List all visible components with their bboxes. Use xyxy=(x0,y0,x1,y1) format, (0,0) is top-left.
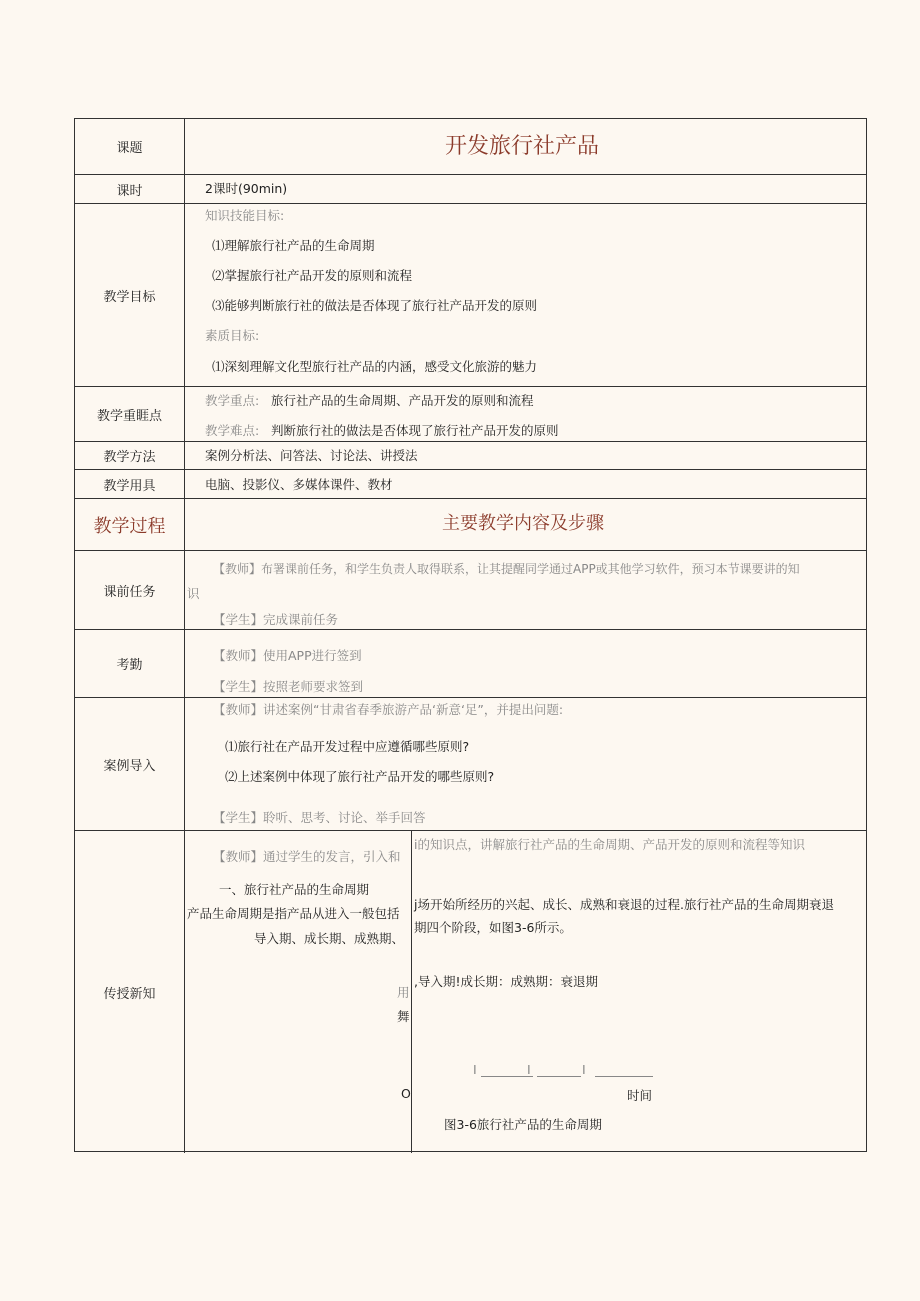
tools-value: 电脑、投影仪、多媒体课件、教材 xyxy=(205,477,393,492)
methods-value: 案例分析法、问答法、讨论法、讲授法 xyxy=(205,448,418,463)
row-pre-task xyxy=(75,550,866,629)
left-glyph-yong: 用 xyxy=(397,985,410,1000)
left-line-1: 产品生命周期是指产品从进入一般包括 xyxy=(187,906,400,921)
case-intro-label: 案例导入 xyxy=(75,698,185,830)
axis-segment-3 xyxy=(595,1076,653,1077)
pre-task-teacher-line1: 【教师】布署课前任务，和学生负责人取得联系，让其提醒同学通过APP或其他学习软件，预习本节课要讲的知 xyxy=(213,562,800,576)
pre-task-student: 【学生】完成课前任务 xyxy=(213,612,339,627)
lifecycle-phases: ,导入期!成长期：成熟期：衰退期 xyxy=(414,974,598,989)
process-header-label: 教学过程 xyxy=(75,499,185,550)
hours-label: 课时 xyxy=(75,175,185,203)
key-point-prefix: 教学重点: xyxy=(205,393,260,408)
left-section-heading: 一、旅行社产品的生命周期 xyxy=(219,882,370,897)
row-key-points xyxy=(75,386,866,441)
row-topic xyxy=(75,119,866,174)
hours-value: 2课时(90min) xyxy=(205,181,288,196)
attendance-label: 考勤 xyxy=(75,630,185,697)
lesson-plan-table xyxy=(74,118,867,1152)
axis-tick-3: I xyxy=(582,1062,586,1077)
left-glyph-o: O xyxy=(401,1086,411,1101)
topic-title: 开发旅行社产品 xyxy=(445,134,600,159)
left-line-2: 导入期、成长期、成熟期、 xyxy=(254,931,405,946)
key-point-text: 旅行社产品的生命周期、产品开发的原则和流程 xyxy=(271,393,534,408)
knowledge-goal-2: ⑵掌握旅行社产品开发的原则和流程 xyxy=(212,268,413,283)
axis-segment-2 xyxy=(537,1076,581,1077)
figure-caption: 图3-6旅行社产品的生命周期 xyxy=(444,1117,602,1132)
case-intro-question-2: ⑵上述案例中体现了旅行社产品开发的哪些原则? xyxy=(225,769,495,784)
row-attendance xyxy=(75,629,866,697)
pre-task-label: 课前任务 xyxy=(75,551,185,629)
case-intro-question-1: ⑴旅行社在产品开发过程中应遵循哪些原则? xyxy=(225,739,470,754)
attendance-teacher: 【教师】使用APP进行签到 xyxy=(213,648,362,663)
methods-label: 教学方法 xyxy=(75,442,185,469)
tools-label: 教学用具 xyxy=(75,470,185,498)
left-teacher-fragment: 【教师】通过学生的发言，引入和 xyxy=(213,849,401,864)
right-line-2: 期四个阶段，如图3-6所示。 xyxy=(414,920,572,935)
row-process-header xyxy=(75,498,866,550)
attendance-student: 【学生】按照老师要求签到 xyxy=(213,679,364,694)
right-line-1: j场开始所经历的兴起、成长、成熟和衰退的过程.旅行社产品的生命周期衰退 xyxy=(414,897,834,912)
key-points-label: 教学重睚点 xyxy=(75,387,185,441)
row-goals xyxy=(75,203,866,386)
axis-tick-1: I xyxy=(473,1062,477,1077)
left-glyph-wu: 舞 xyxy=(397,1009,410,1024)
goals-label: 教学目标 xyxy=(75,204,185,386)
time-axis-label: 时间 xyxy=(627,1088,653,1103)
axis-segment-1 xyxy=(481,1076,533,1077)
new-knowledge-label: 传授新知 xyxy=(75,831,185,1153)
case-intro-teacher: 【教师】讲述案例“甘肃省春季旅游产品‘新意‘足”，并提出问题: xyxy=(213,702,564,717)
difficulty-prefix: 教学难点: xyxy=(205,423,260,438)
row-case-intro xyxy=(75,697,866,830)
knowledge-goal-3: ⑶能够判断旅行社的做法是否体现了旅行社产品开发的原则 xyxy=(212,298,538,313)
column-divider xyxy=(411,831,412,1153)
row-tools xyxy=(75,469,866,498)
row-new-knowledge xyxy=(75,830,866,1153)
quality-goal-1: ⑴深刻理解文化型旅行社产品的内涵，感受文化旅游的魅力 xyxy=(212,359,538,374)
pre-task-teacher-line2: 识 xyxy=(187,586,200,601)
knowledge-heading: 知识技能目标: xyxy=(205,208,285,223)
process-header-title: 主要教学内容及步骤 xyxy=(442,513,604,534)
knowledge-goal-1: ⑴理解旅行社产品的生命周期 xyxy=(212,238,375,253)
row-methods xyxy=(75,441,866,469)
row-hours xyxy=(75,174,866,203)
difficulty-text: 判断旅行社的做法是否体现了旅行社产品开发的原则 xyxy=(271,423,559,438)
topic-label: 课题 xyxy=(75,119,185,174)
case-intro-student: 【学生】聆听、思考、讨论、举手回答 xyxy=(213,810,426,825)
right-teacher-fragment: i的知识点，讲解旅行社产品的生命周期、产品开发的原则和流程等知识 xyxy=(414,837,805,852)
quality-heading: 素质目标: xyxy=(205,328,260,343)
axis-tick-2: I xyxy=(527,1062,531,1077)
